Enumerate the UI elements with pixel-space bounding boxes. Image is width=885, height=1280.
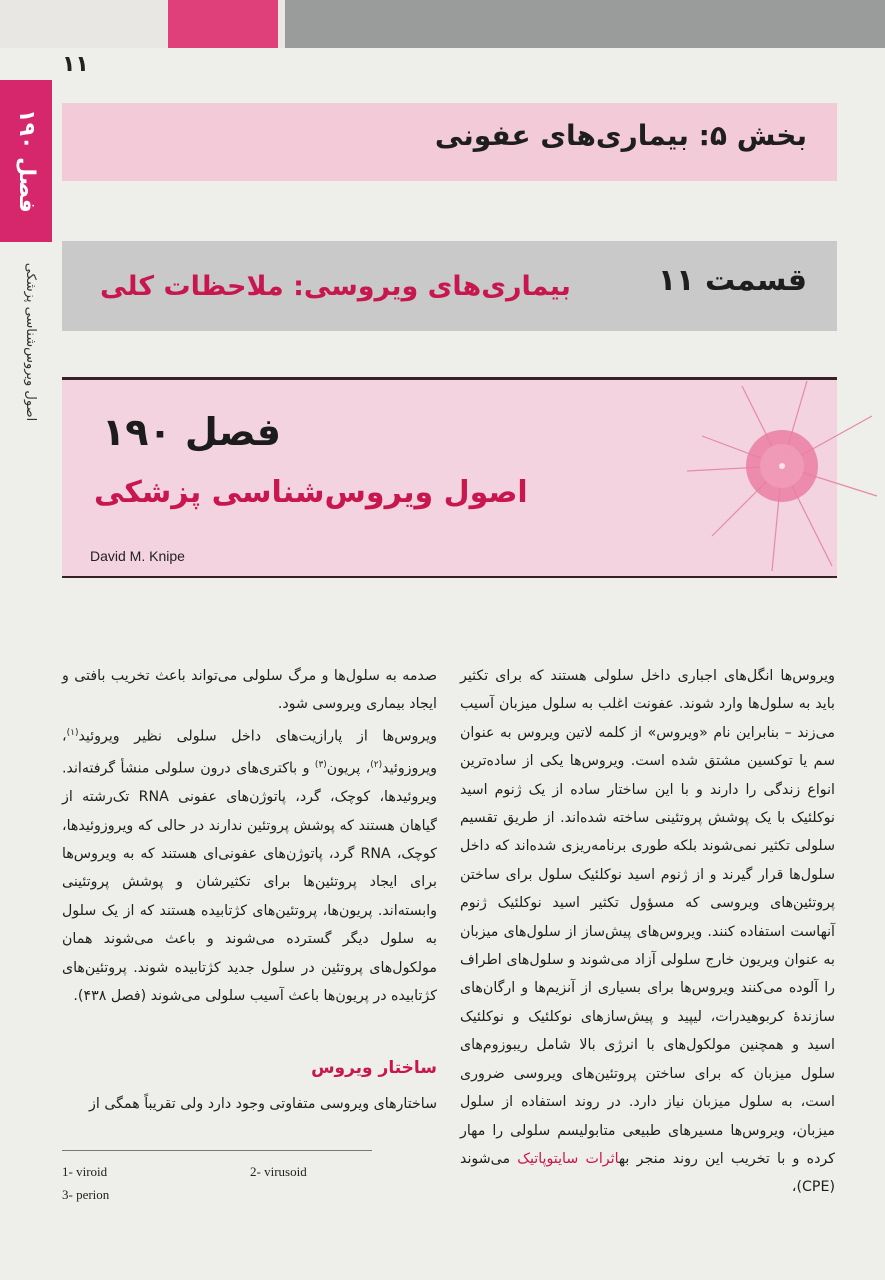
footnote-ref: (۲)	[370, 759, 383, 770]
subheading: ساختار ویروس	[311, 1058, 437, 1078]
footnote-2: 2- virusoid	[250, 1164, 307, 1179]
body-paragraph: صدمه به سلول‌ها و مرگ سلولی می‌تواند باعث تخریب بافتی و ایجاد بیماری ویروسی شود.	[62, 668, 437, 713]
body-text: ویروس‌ها از پارازیت‌های داخل سلولی نظیر ویروئید	[78, 728, 437, 745]
body-paragraph	[460, 662, 835, 1202]
chapter-title: اصول ویروس‌شناسی پزشکی	[94, 475, 528, 510]
side-tab-label: فصل ۱۹۰	[14, 109, 39, 213]
footnote-divider	[62, 1150, 372, 1151]
body-text: ، ویروزوئید	[62, 728, 437, 777]
body-text-end: می‌شوند (CPE)،	[460, 1150, 835, 1196]
body-text: ویروس‌ها انگل‌های اجباری داخل سلولی هستند که برای تکثیر باید به سلول‌ها وارد شوند. عفونت اغلب به سلول میزبان آسیب می‌زند – بنابراین نام «ویروس» از کلمه لاتین ویروس به عنوان سم یا توکسین مشتق شده است. ویروس‌ها یکی از ساده‌ترین انواع زندگی را دارند و با این ساختار ساده از یک ژنوم اسید نوکلئیک با یک پوشش پروتئینی ساخته شده‌اند. از طریق تقسیم سلولی تکثیر نمی‌شوند بلکه طوری برنامه‌ریزی شده‌اند که داخل سلول‌ها قرار گیرند و از ژنوم اسید نوکلئیک سلول برای ساختن پروتئین‌های ویروسی که مسؤول تکثیر اسید نوکلئیک ژنوم آنهاست استفاده کنند. ویروس‌های پیش‌ساز از سلول‌های میزبان به عنوان ویریون خارج سلولی آزاد می‌شوند و سلول‌های اطراف را آلوده می‌کنند ویروس‌ها برای بسیاری از آنزیم‌ها و ارگان‌های سازندهٔ کربوهیدرات، لیپید و پیش‌سازهای نوکلئیک و نوکلئیک اسید و همچنین مولکول‌های با انرژی بالا شامل ریبوزوم‌های سلول میزبان که برای ساختن پروتئین‌های ویروسی ضروری است، به سلول میزبان نیاز دارد. در روند استفاده از سلول میزبان، ویروس‌ها مسیرهای طبیعی متابولیسم سلولی را مهار کرده و با تخریب این روند منجر به	[460, 668, 835, 1167]
footnote-ref: (۱)	[66, 727, 79, 738]
section-header	[62, 103, 837, 181]
part-title: بیماری‌های ویروسی: ملاحظات کلی	[100, 271, 571, 302]
part-header	[62, 241, 837, 331]
highlighted-term: اثرات سایتوپاتیک	[517, 1150, 619, 1167]
chapter-number: فصل ۱۹۰	[102, 410, 282, 454]
running-title: اصول ویروس‌شناسی پزشکی	[23, 262, 38, 422]
part-number: قسمت ۱۱	[657, 263, 807, 298]
section-title: بخش ۵: بیماری‌های عفونی	[434, 119, 807, 152]
virus-splash-icon	[682, 376, 882, 576]
body-paragraph	[62, 719, 437, 1011]
footnote-1: 1- viroid	[62, 1164, 108, 1179]
footnote-ref: (۳)	[314, 759, 327, 770]
chapter-header	[62, 377, 837, 578]
right-text-column	[460, 662, 835, 1202]
body-text: ، پریون	[326, 760, 371, 777]
page-number: ۱۱	[62, 52, 89, 77]
body-text: و باکتری‌های درون سلولی منشأ گرفته‌اند. ویروئیدها، کوچک، گرد، پاتوژن‌های عفونی RNA تک‌رشته از گیاهان هستند که پوشش پروتئین ندارند در حالی که ویروزوئیدها، کوچک، RNA گرد، پاتوژن‌های عفونی‌ای هستند که به ویروس‌ها برای ایجاد پروتئین‌ها برای تکثیرشان و پوشش پروتئینی وابسته‌اند. پریون‌ها، پروتئین‌های کژتابیده هستند که از یک سلول به سلول دیگر گسترده می‌شوند و باعث می‌شوند همان مولکول‌های پروتئین در سلول جدید کژتابیده شوند. پروتئین‌های کژتابیده در پریون‌ها باعث آسیب سلولی می‌شوند (فصل ۴۳۸).	[62, 760, 437, 1004]
chapter-author: David M. Knipe	[90, 548, 185, 564]
subheading-text: ساختارهای ویروسی متفاوتی وجود دارد ولی تقریباً همگی از	[89, 1096, 437, 1112]
footnote-3: 3- perion	[62, 1187, 110, 1202]
left-text-column	[62, 662, 437, 1010]
